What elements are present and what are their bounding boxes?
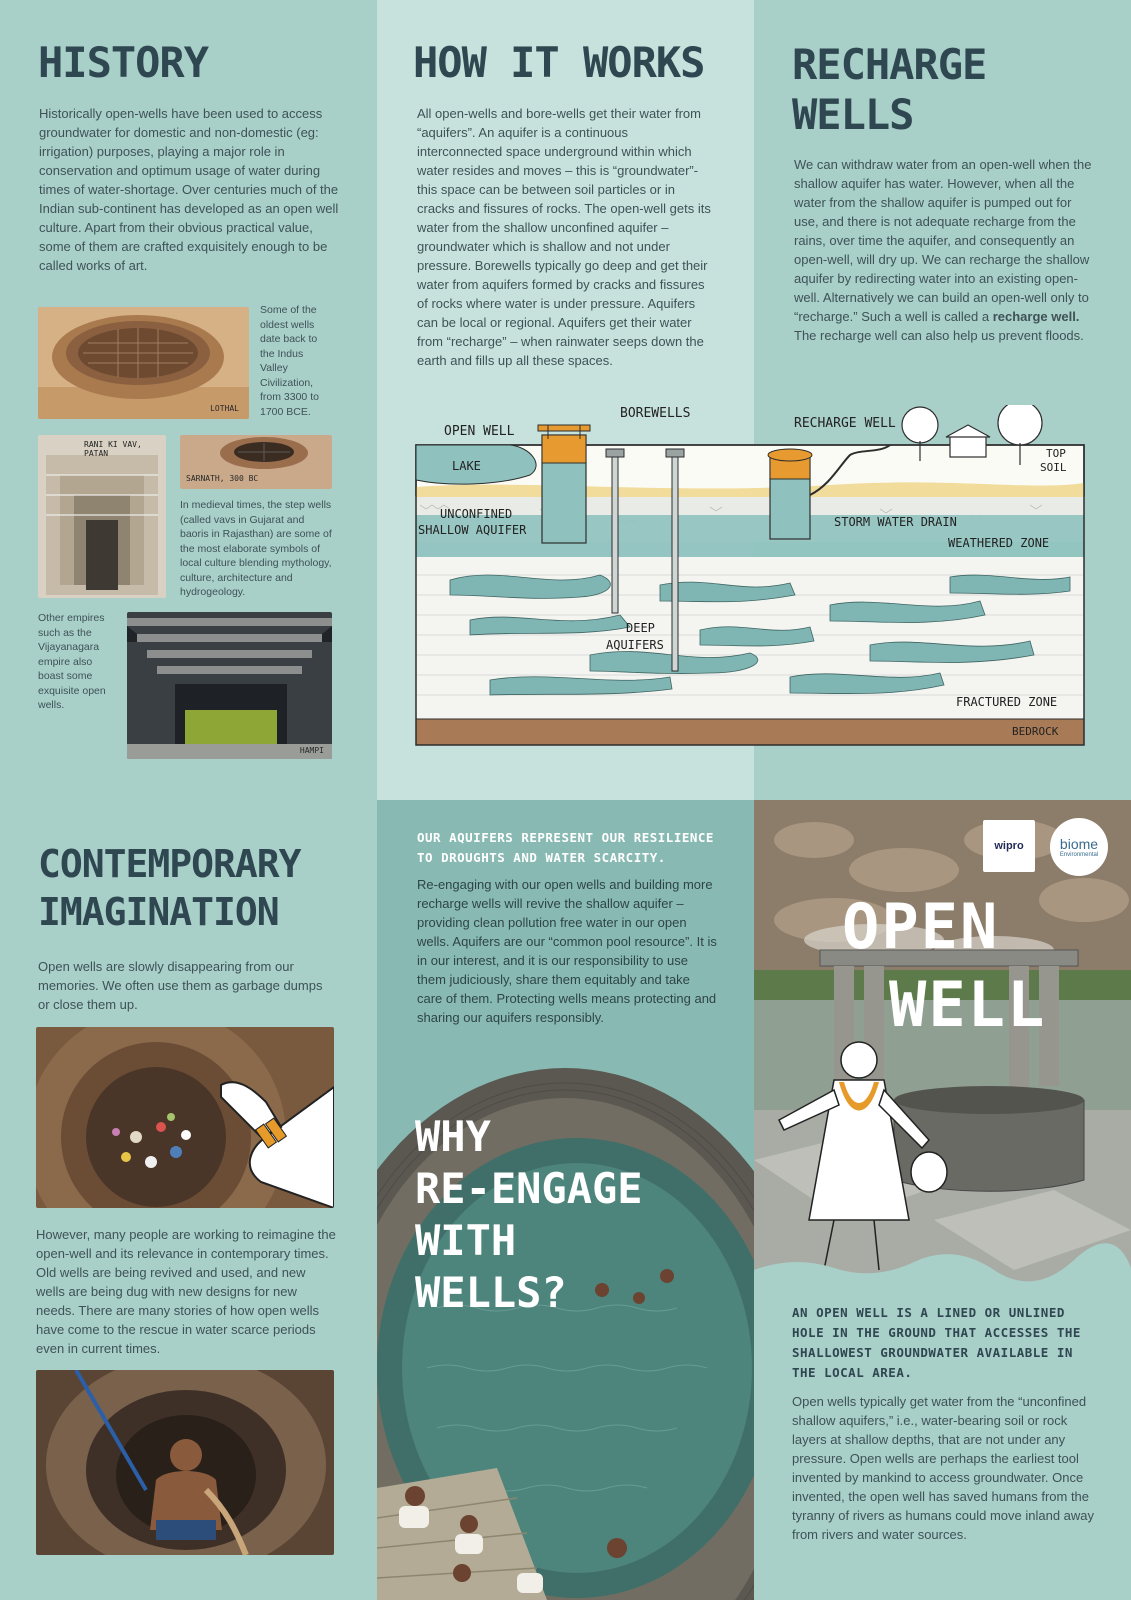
- biome-logo: [1050, 818, 1108, 876]
- cover-subhead-line1: AN OPEN WELL IS A LINED OR UNLINED: [792, 1305, 1065, 1320]
- diagram-label-top-soil-1: TOP: [1046, 447, 1066, 460]
- diagram-label-deep-1: DEEP: [626, 621, 655, 635]
- diagram-label-lake: LAKE: [452, 459, 481, 473]
- diagram-label-fractured: FRACTURED ZONE: [956, 695, 1058, 709]
- garbage-well-photo: [36, 1027, 334, 1208]
- why-title-line3: WITH: [415, 1216, 517, 1265]
- diagram-label-unconfined-1: UNCONFINED: [440, 507, 513, 521]
- why-title-line2: RE-ENGAGE: [415, 1164, 643, 1213]
- contemporary-panel: [0, 800, 377, 1600]
- why-subhead-line2: TO DROUGHTS AND WATER SCARCITY.: [417, 850, 666, 865]
- empire-caption: Other empires such as the Vijayanagara empire also boast some exquisite open wells.: [38, 612, 106, 711]
- contemporary-intro: Open wells are slowly disappearing from our memories. We often use them as garbage dumps or close them up.: [38, 959, 323, 1012]
- rani-ki-vav-photo: [38, 435, 166, 598]
- why-body: Re-engaging with our open wells and building more recharge wells will revive the shallow aquifer – providing clean pollution free water in our open wells. Aquifers are our “common pool resource”. It is in our interest, and it is our responsibility to use them judiciously, share them equitably and take care of them. Protecting wells means protecting and sharing our aquifers responsibly.: [417, 877, 717, 1025]
- diagram-label-deep-2: AQUIFERS: [606, 638, 664, 652]
- why-subhead-line1: OUR AQUIFERS REPRESENT OUR RESILIENCE: [417, 830, 714, 845]
- diagram-label-storm-drain: STORM WATER DRAIN: [834, 515, 957, 529]
- hampi-label: HAMPI: [299, 746, 324, 755]
- cover-body: Open wells typically get water from the “unconfined shallow aquifers,” i.e., water-bearing soil or rock layers at shallow depths, that are not under any pressure. Open wells are perhaps the earliest tool invented by mankind to access groundwater. Once invented, the open well has saved humans from the tyranny of rivers as humans could move inland away from rivers and water sources.: [792, 1394, 1095, 1542]
- how-body: All open-wells and bore-wells get their water from “aquifers”. An aquifer is a continuous interconnected space underground within which water resides and moves – this is “groundwater”- this space can be between soil particles or in cracks and fissures of rocks. The open-well gets its water from the shallow unconfined aquifer – groundwater which is shallow and not under pressure. Borewells typically go deep and get their water from aquifers formed by cracks and fissures of rocks where water is under pressure. Aquifers can be local or regional. Aquifers get their water from “recharge” – when rainwater seeps down the earth and fills up all these spaces.: [417, 106, 711, 368]
- cover-subhead-line2: HOLE IN THE GROUND THAT ACCESSES THE: [792, 1325, 1081, 1340]
- diagram-label-top-soil-2: SOIL: [1040, 461, 1067, 474]
- cover-title-line2: WELL: [889, 968, 1047, 1041]
- contemporary-title-line1: CONTEMPORARY: [38, 842, 301, 886]
- contemporary-title-line2: IMAGINATION: [38, 890, 279, 934]
- lothal-well-photo: [38, 307, 249, 419]
- recharge-title-line2: WELLS: [792, 90, 914, 139]
- recharge-body: [794, 155, 1094, 345]
- stepwell-caption: In medieval times, the step wells (called vavs in Gujarat and baoris in Rajasthan) are some of the most elaborate symbols of local culture blending mythology, culture, architecture and hydrogeology.: [180, 499, 332, 598]
- diagram-label-borewells: BOREWELLS: [620, 406, 691, 421]
- lothal-caption: Some of the oldest wells date back to the Indus Valley Civilization, from 3300 to 1700 BCE.: [260, 304, 319, 418]
- man-in-well-photo: [36, 1370, 334, 1555]
- why-panel: [377, 800, 754, 1600]
- biome-logo-subtext: Environmental: [1059, 852, 1099, 858]
- wipro-logo: [983, 820, 1035, 872]
- how-title: HOW IT WORKS: [413, 38, 705, 87]
- cover-panel: [754, 800, 1131, 1600]
- swimming-well-photo: [377, 1068, 754, 1600]
- diagram-label-unconfined-2: SHALLOW AQUIFER: [418, 523, 527, 537]
- sarnath-label: SARNATH, 300 BC: [186, 474, 259, 483]
- why-title-line1: WHY: [415, 1112, 491, 1161]
- cover-photo: [754, 800, 1131, 1290]
- hampi-stepwell-photo: [127, 612, 332, 759]
- history-intro: Historically open-wells have been used to access groundwater for domestic and non-domestic (eg: irrigation) purposes, playing a major role in conservation and optimum usage of water during times of water-shortage. Over centuries much of the Indian sub-continent has developed as an open well culture. Apart from their obvious practical value, some of them are crafted exquisitely enough to be called works of art.: [39, 106, 339, 273]
- recharge-body-part1: We can withdraw water from an open-well when the shallow aquifer has water. However, when all the water from the shallow aquifer is pumped out for use, and there is not adequate recharge from the rains, over time the aquifer, and consequently an open-well, will dry up. We can recharge the shallow aquifer by redirecting water into an existing open-well. Alternatively we can build an open-well only to “recharge.” Such a well is called a: [794, 157, 1092, 324]
- recharge-body-part2: The recharge well can also help us prevent floods.: [794, 328, 1084, 343]
- contemporary-body: However, many people are working to reimagine the open-well and its relevance in contemporary times. Old wells are being revived and used, and new wells are being dug with new designs for new needs. There are many stories of how open wells have come to the rescue in water scarce periods even in current times.: [36, 1227, 336, 1356]
- aquifer-diagram: [410, 405, 1090, 765]
- wipro-logo-text: wipro: [994, 840, 1024, 852]
- lothal-label: LOTHAL: [210, 404, 239, 413]
- diagram-label-weathered: WEATHERED ZONE: [948, 536, 1050, 550]
- diagram-label-recharge-well: RECHARGE WELL: [794, 416, 896, 431]
- cover-subhead-line3: SHALLOWEST GROUNDWATER AVAILABLE IN: [792, 1345, 1073, 1360]
- cover-title-line1: OPEN: [842, 890, 1000, 963]
- diagram-label-bedrock: BEDROCK: [1012, 725, 1059, 738]
- recharge-body-bold: recharge well.: [992, 309, 1080, 324]
- history-panel: [0, 0, 377, 800]
- diagram-label-open-well: OPEN WELL: [444, 424, 515, 439]
- cover-subhead-line4: THE LOCAL AREA.: [792, 1365, 913, 1380]
- why-title-line4: WELLS?: [415, 1268, 567, 1317]
- sarnath-well-photo: [180, 435, 332, 489]
- biome-logo-text: biome: [1059, 836, 1099, 852]
- history-title: HISTORY: [38, 38, 209, 87]
- recharge-title-line1: RECHARGE: [792, 40, 987, 89]
- rani-label: RANI KI VAV, PATAN: [84, 440, 142, 458]
